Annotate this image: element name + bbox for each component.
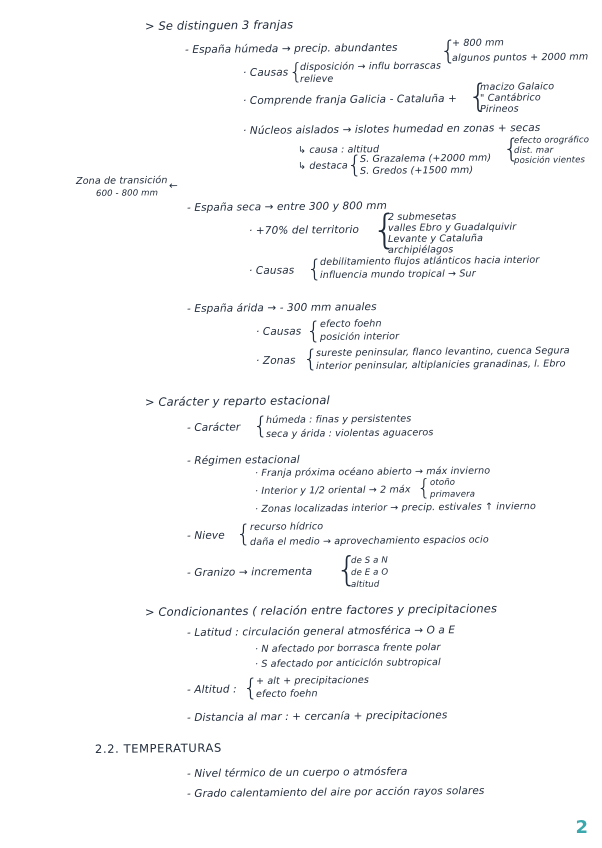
note-latitud: - Latitud : circulación general atmosférica → O a E bbox=[186, 624, 456, 639]
note-line: + alt + precipitaciones bbox=[255, 674, 369, 687]
note-granizo: - Granizo → incrementa bbox=[186, 565, 313, 579]
brace-icon: { bbox=[503, 134, 520, 164]
note-regimen: - Régimen estacional bbox=[186, 453, 300, 467]
note-zona-transicion-mm: 600 - 800 mm bbox=[95, 188, 159, 199]
note-comprende: · Comprende franja Galicia - Cataluña + bbox=[242, 92, 458, 107]
note-line: seca y árida : violentas aguaceros bbox=[265, 427, 434, 440]
note-line: recurso hídrico bbox=[249, 521, 324, 533]
brace-icon: { bbox=[303, 345, 319, 373]
note-zona-transicion: Zona de transición bbox=[75, 175, 168, 187]
brace-icon: { bbox=[289, 60, 303, 85]
note-causas: · Causas bbox=[242, 66, 289, 79]
note-line: S. Grazalema (+2000 mm) bbox=[359, 152, 492, 165]
brace-icon: { bbox=[306, 317, 322, 345]
note-line: · Zonas localizadas interior → precip. estivales ↑ invierno bbox=[254, 501, 536, 515]
note-line: " Cantábrico bbox=[479, 92, 541, 104]
note-line: · Franja próxima océano abierto → máx invierno bbox=[254, 465, 491, 479]
heading-caracter-reparto: > Carácter y reparto estacional bbox=[144, 393, 330, 409]
note-causas-seca: · Causas bbox=[248, 264, 295, 277]
note-line: primavera bbox=[429, 489, 476, 500]
note-nucleos-aislados: · Núcleos aislados → islotes humedad en zonas + secas bbox=[242, 121, 541, 137]
note-line: macizo Galaico bbox=[479, 81, 555, 93]
heading-tres-franjas: > Se distinguen 3 franjas bbox=[144, 17, 294, 33]
brace-icon: { bbox=[417, 476, 431, 501]
note-line: valles Ebro y Guadalquivir bbox=[387, 221, 517, 234]
note-line: efecto foehn bbox=[255, 688, 318, 700]
note-line: disposición → influ borrascas bbox=[299, 60, 442, 73]
brace-icon: { bbox=[243, 674, 259, 702]
note-line: - Grado calentamiento del aire por acción rayos solares bbox=[186, 784, 485, 800]
note-nieve: - Nieve bbox=[186, 529, 225, 542]
note-line: archipiélagos bbox=[387, 244, 454, 256]
note-line: relieve bbox=[299, 73, 334, 85]
note-line: posición interior bbox=[319, 331, 400, 343]
note-espana-arida: - España árida → - 300 mm anuales bbox=[186, 301, 377, 315]
note-line: otoño bbox=[429, 477, 456, 488]
note-line: - Nivel térmico de un cuerpo o atmósfera bbox=[186, 765, 408, 780]
note-line: efecto foehn bbox=[319, 318, 382, 330]
note-line: posición vientes bbox=[513, 155, 586, 166]
brace-icon: { bbox=[347, 151, 363, 179]
note-line: ↳ causa : altitud bbox=[297, 144, 380, 156]
note-line: S. Gredos (+1500 mm) bbox=[359, 164, 474, 177]
note-line: 2 submesetas bbox=[387, 211, 457, 223]
brace-icon: { bbox=[468, 77, 489, 115]
brace-icon: { bbox=[336, 550, 358, 590]
note-line: altitud bbox=[350, 579, 380, 590]
note-line: interior peninsular, altiplanicies granadinas, l. Ebro bbox=[315, 358, 566, 372]
brace-icon: { bbox=[307, 255, 323, 283]
page-number: 2 bbox=[575, 817, 588, 838]
brace-icon: { bbox=[236, 520, 252, 548]
note-line: efecto orográfico bbox=[513, 135, 590, 146]
brace-icon: { bbox=[372, 207, 398, 253]
note-line: · Interior y 1/2 oriental → 2 máx bbox=[254, 484, 411, 497]
note-line: debilitamiento flujos atlánticos hacia interior bbox=[319, 254, 540, 268]
heading-condicionantes: > Condicionantes ( relación entre factores y precipitaciones bbox=[144, 601, 498, 619]
note-line: de E a O bbox=[350, 567, 389, 578]
note-line: + 800 mm bbox=[451, 37, 505, 49]
note-line: Levante y Cataluña bbox=[387, 233, 484, 245]
note-line: Pirineos bbox=[479, 103, 519, 115]
note-line: influencia mundo tropical → Sur bbox=[319, 268, 476, 281]
note-line: ↳ destaca bbox=[297, 160, 348, 172]
brace-icon: { bbox=[440, 36, 457, 66]
note-line: de S a N bbox=[350, 555, 388, 566]
note-line: · N afectado por borrasca frente polar bbox=[254, 642, 441, 655]
note-espana-humeda: - España húmeda → precip. abundantes bbox=[184, 41, 398, 56]
note-line: dist. mar bbox=[513, 145, 554, 156]
note-distancia-mar: - Distancia al mar : + cercanía + precipitaciones bbox=[186, 709, 448, 724]
note-line: sureste peninsular, flanco levantino, cuenca Segura bbox=[315, 345, 570, 359]
note-altitud: - Altitud : bbox=[186, 683, 237, 696]
note-caracter: - Carácter bbox=[186, 421, 241, 434]
note-line: daña el medio → aprovechamiento espacios ocio bbox=[249, 534, 489, 548]
note-line: · S afectado por anticiclón subtropical bbox=[254, 657, 441, 670]
brace-icon: { bbox=[253, 412, 269, 440]
arrow-left-icon: ← bbox=[168, 179, 178, 192]
note-territorio: · +70% del territorio bbox=[248, 223, 360, 237]
note-line: algunos puntos + 2000 mm bbox=[451, 51, 589, 64]
heading-temperaturas: 2.2. TEMPERATURAS bbox=[94, 740, 222, 756]
note-causas-arida: · Causas bbox=[255, 325, 302, 338]
note-line: húmeda : finas y persistentes bbox=[265, 413, 412, 426]
note-zonas-arida: · Zonas bbox=[255, 354, 296, 367]
note-espana-seca: - España seca → entre 300 y 800 mm bbox=[186, 199, 387, 214]
